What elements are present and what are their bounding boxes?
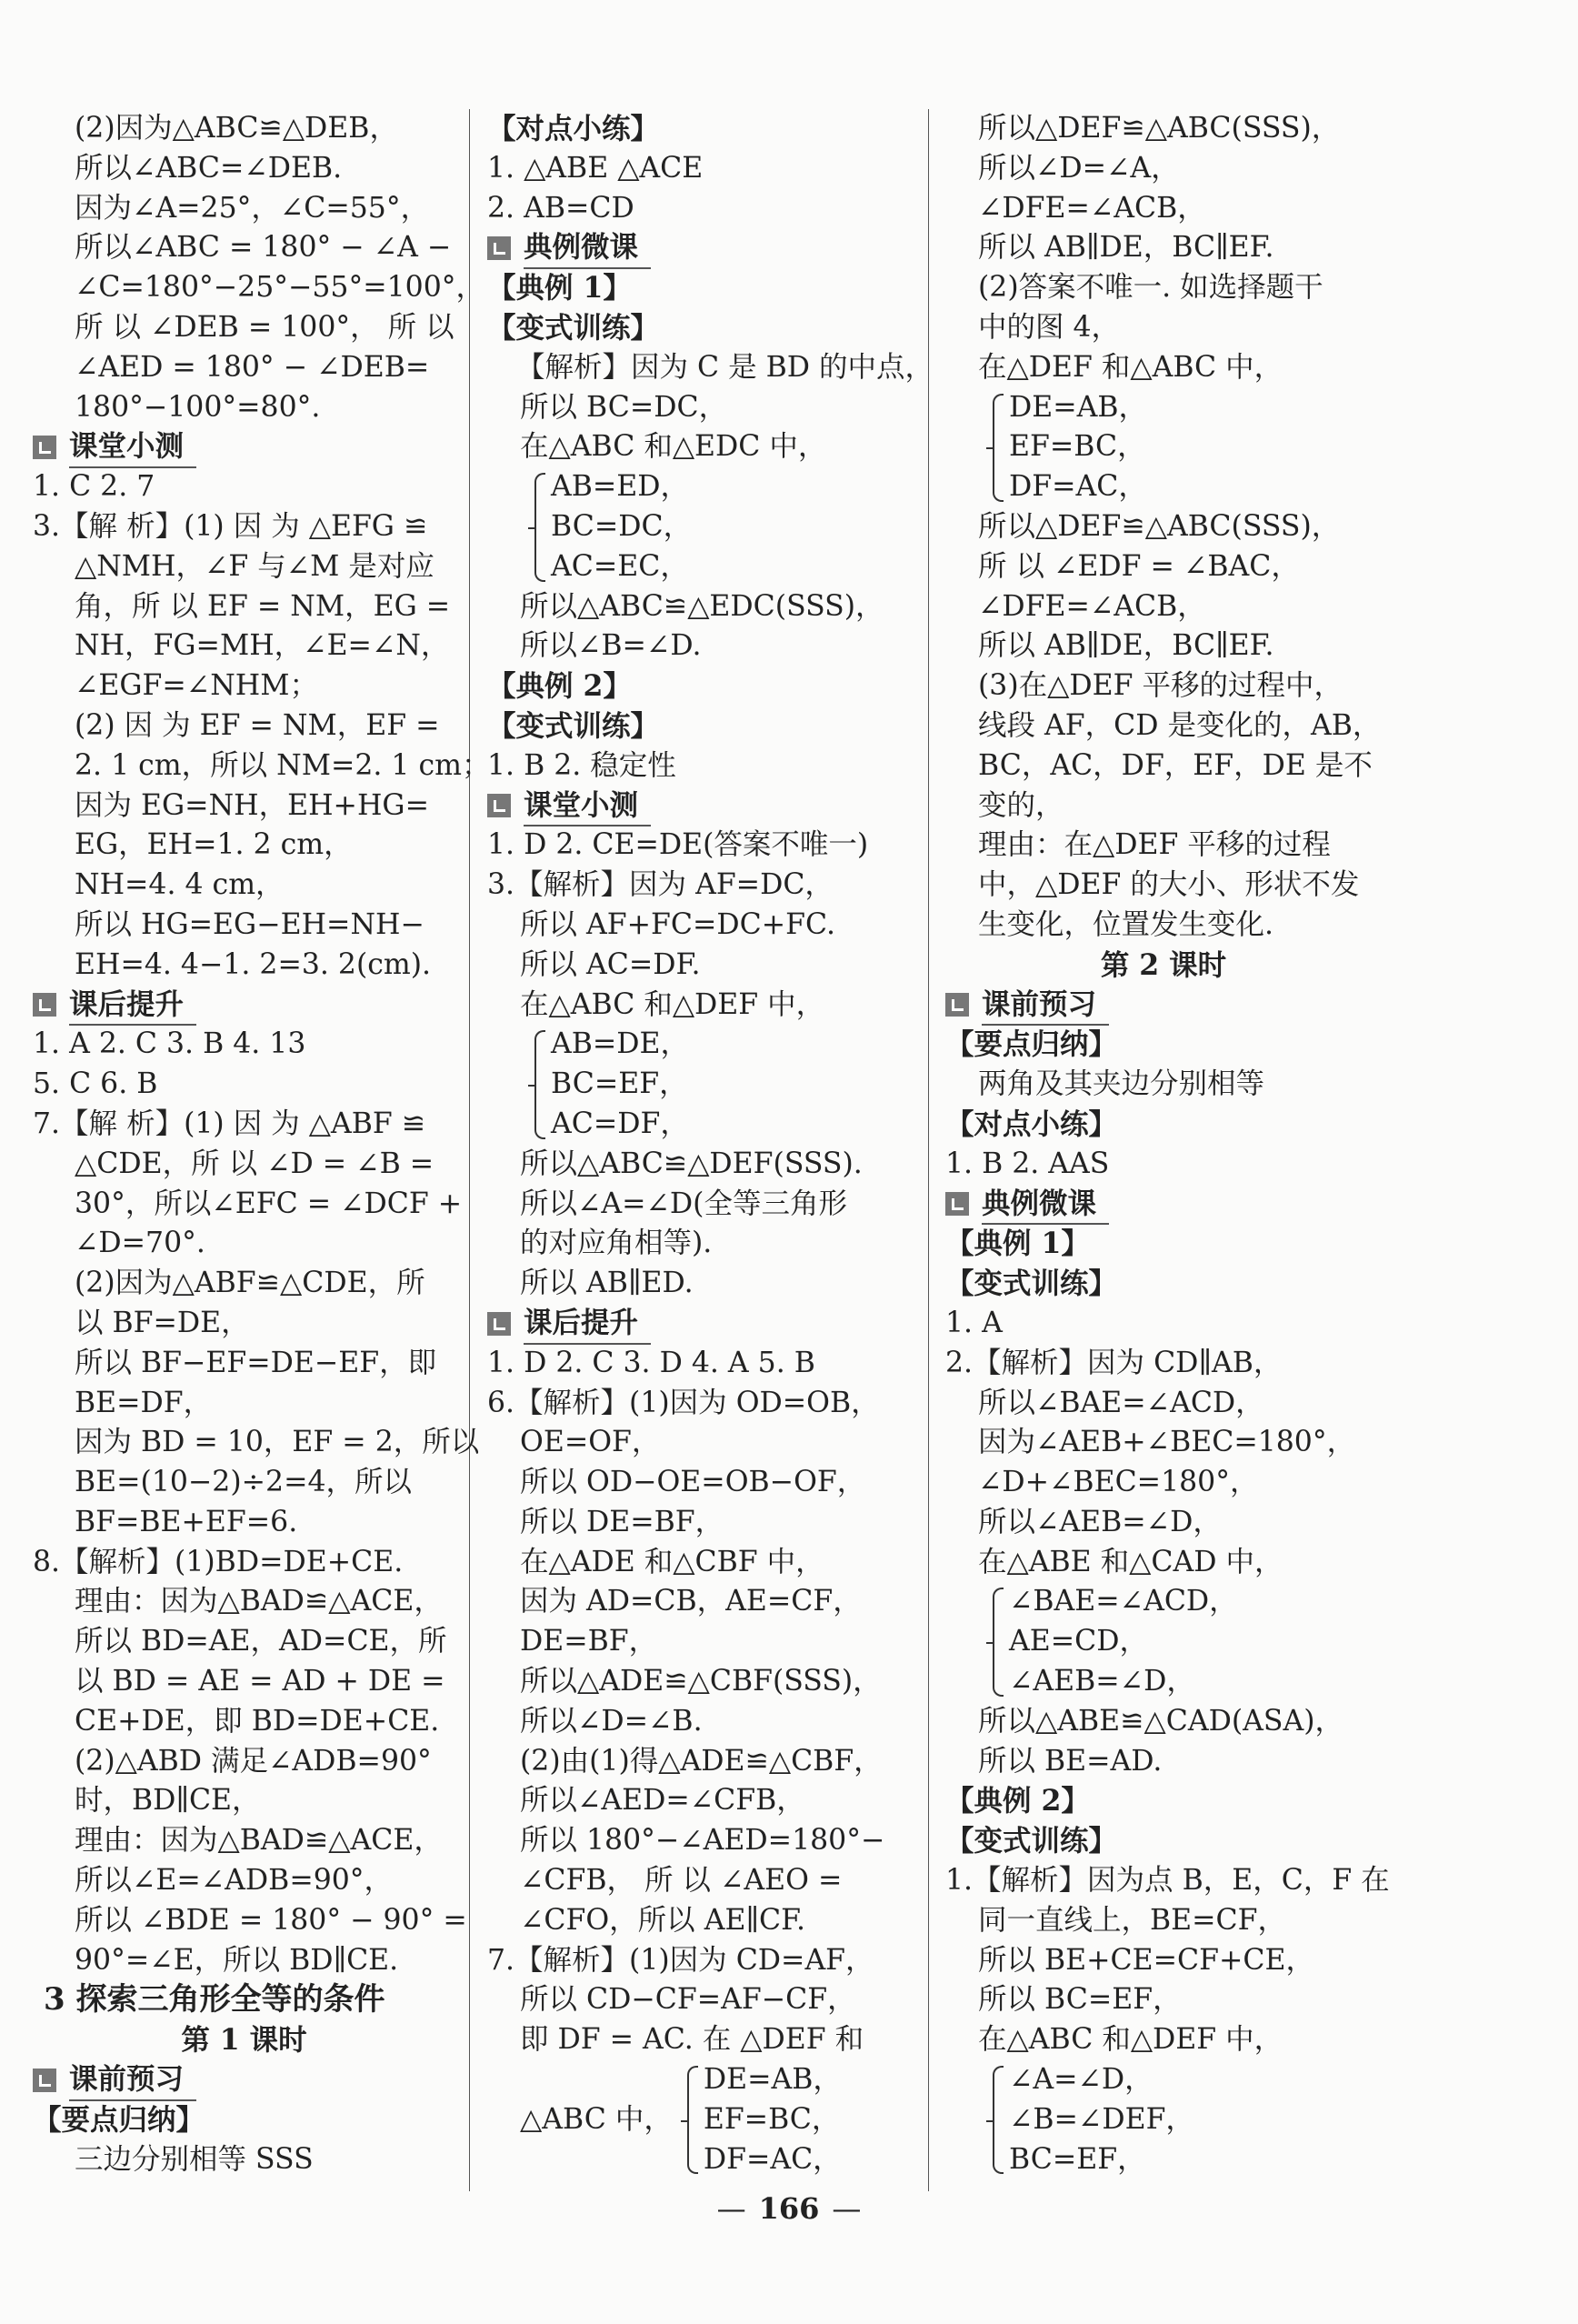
text-line: 以 BF=DE，: [75, 1306, 250, 1339]
text-line: 在△ABC 和△DEF 中，: [978, 2023, 1283, 2057]
equation: DE=AB，: [703, 2063, 842, 2097]
text-line: 所以△ADE≌△CBF(SSS)，: [520, 1665, 882, 1698]
equation-system: [945, 2060, 1382, 2179]
text-line: 在△ADE 和△CBF 中，: [520, 1545, 824, 1578]
column-divider-1: [469, 109, 470, 2191]
text-line: EH=4. 4−1. 2=3. 2(cm).: [75, 947, 432, 981]
brace-group: [989, 2060, 1382, 2179]
text-line: 所以 AB∥DE，BC∥EF.: [978, 629, 1274, 663]
equation: AC=EC，: [551, 549, 689, 583]
text-line: 所以 BF−EF=DE−EF，即: [75, 1346, 437, 1379]
section-icon: [33, 993, 56, 1017]
question-head: 8.【解析】(1)BD=DE+CE.: [33, 1545, 404, 1578]
equation: BC=DC，: [551, 509, 693, 543]
text-line: DE=BF，: [520, 1625, 658, 1658]
text-line: 【解析】因为 C 是 BD 的中点，: [516, 350, 934, 384]
text-line: ∠DFE=∠ACB，: [978, 191, 1206, 225]
text-line: △ABC 中，: [520, 2102, 673, 2136]
answer-line: 1. D 2. CE=DE(答案不唯一): [487, 828, 869, 862]
page-number-value: 166: [758, 2191, 820, 2226]
section-label: 课后提升: [69, 985, 196, 1027]
equation: DF=AC，: [1009, 470, 1147, 504]
equation: AC=DF，: [551, 1107, 689, 1140]
text-line: 生变化，位置发生变化.: [978, 907, 1274, 941]
subheading: 【典例 1】: [945, 1227, 1090, 1261]
equation-system: [487, 2060, 914, 2179]
section-kehou: [487, 1304, 914, 1344]
lesson-title: 第 2 课时: [1100, 947, 1227, 982]
subheading: 【对点小练】: [945, 1107, 1118, 1141]
text-line: 线段 AF，CD 是变化的，AB，: [978, 708, 1382, 742]
section-label: 课堂小测: [524, 786, 651, 827]
text-line: 变的，: [978, 788, 1064, 822]
equation-system: [487, 467, 914, 586]
equation: ∠BAE=∠ACD，: [1009, 1585, 1238, 1618]
text-line: 所以∠BAE=∠ACD，: [978, 1386, 1264, 1419]
answer-line: 1. B 2. 稳定性: [487, 748, 676, 782]
column-1: [33, 109, 491, 2191]
text-line: 所以△DEF≌△ABC(SSS)，: [978, 509, 1341, 543]
text-line: 所以 BE+CE=CF+CE，: [978, 1943, 1314, 1977]
text-line: NH=4. 4 cm，: [75, 868, 285, 902]
subheading: 【典例 2】: [487, 669, 632, 704]
text-line: 所以 BC=DC，: [520, 390, 728, 424]
answer-line: 1. △ABE △ACE: [487, 151, 704, 185]
section-label: 典例微课: [982, 1184, 1109, 1226]
text-line: ∠CFO，所以 AE∥CF.: [520, 1903, 806, 1937]
text-line: 所以△ABC≌△EDC(SSS)，: [520, 589, 884, 623]
text-line: 180°−100°=80°.: [75, 390, 321, 424]
text-line: △NMH，∠F 与∠M 是对应: [75, 549, 434, 583]
text-line: 所以 AC=DF.: [520, 947, 701, 981]
text-line: CE+DE，即 BD=DE+CE.: [75, 1704, 440, 1738]
column-2: [487, 109, 934, 2191]
equation: AB=ED，: [551, 470, 690, 504]
text-line: (3)在△DEF 平移的过程中，: [978, 669, 1343, 703]
text-line: 所以∠ABC = 180° − ∠A −: [75, 231, 452, 265]
text-line: (2)因为△ABC≌△DEB，: [75, 112, 398, 145]
text-line: (2)△ABD 满足∠ADB=90°: [75, 1744, 432, 1778]
text-line: (2)由(1)得△ADE≌△CBF，: [520, 1744, 883, 1778]
text-line: 以 BD = AE = AD + DE =: [75, 1665, 445, 1698]
section-label: 课前预习: [69, 2059, 196, 2101]
equation-system: [487, 1025, 914, 1144]
equation: BC=EF，: [551, 1067, 688, 1101]
text-line: 在△ABC 和△EDC 中，: [520, 430, 827, 464]
text-line: EG，EH=1. 2 cm，: [75, 828, 353, 862]
section-dianli: [945, 1185, 1382, 1225]
text-line: BE=DF，: [75, 1386, 213, 1419]
brace-group: [531, 467, 914, 586]
subheading: 【变式训练】: [945, 1267, 1118, 1301]
brace-group: [989, 1582, 1382, 1701]
text-line: 角，所 以 EF = NM，EG =: [75, 589, 451, 623]
section-ketang: [33, 427, 455, 467]
text-line: 因为∠A=25°，∠C=55°，: [75, 191, 430, 225]
text-line: 所以∠AEB=∠D，: [978, 1505, 1222, 1538]
text-line: 所以 AB∥ED.: [520, 1267, 694, 1300]
text-line: 理由：在△DEF 平移的过程: [978, 828, 1331, 862]
equation: DF=AC，: [703, 2142, 842, 2176]
equation: ∠A=∠D，: [1009, 2063, 1154, 2097]
question-head: 7.【解 析】(1) 因 为 △ABF ≌: [33, 1107, 426, 1140]
text-line: 所以∠B=∠D.: [520, 629, 702, 663]
text-line: 所以 DE=BF，: [520, 1505, 724, 1538]
text-line: 所以△ABE≌△CAD(ASA)，: [978, 1704, 1343, 1738]
section-keqian: [945, 986, 1382, 1026]
text-line: 时，BD∥CE，: [75, 1784, 261, 1818]
text-line: 所以 BC=EF，: [978, 1983, 1182, 2017]
question-head: 1.【解析】因为点 B，E，C，F 在: [945, 1864, 1390, 1898]
text-line: 因为 BD = 10，EF = 2，所以: [75, 1426, 480, 1459]
brace-group: [531, 1025, 914, 1144]
chapter-title: 3 探索三角形全等的条件: [44, 1981, 385, 2018]
text-line: 的对应角相等).: [520, 1227, 713, 1260]
section-icon: [33, 2069, 56, 2092]
text-line: 中的图 4，: [978, 310, 1121, 344]
section-icon: [945, 993, 969, 1017]
text-line: 所以△ABC≌△DEF(SSS).: [520, 1147, 863, 1180]
equation: EF=BC，: [703, 2102, 841, 2136]
brace-group: [989, 388, 1382, 507]
text-line: 所以 CD−CF=AF−CF，: [520, 1983, 856, 2017]
text-line: △CDE，所 以 ∠D = ∠B =: [75, 1147, 434, 1180]
column-3: [945, 109, 1390, 2191]
dash-right: —: [832, 2191, 862, 2226]
section-icon: [487, 1312, 511, 1336]
answer-line: 1. B 2. AAS: [945, 1147, 1110, 1180]
question-head: 2.【解析】因为 CD∥AB，: [945, 1346, 1283, 1379]
text-line: 2. 1 cm，所以 NM=2. 1 cm；: [75, 748, 491, 782]
equation: AB=DE，: [551, 1027, 690, 1061]
text-line: 在△ABE 和△CAD 中，: [978, 1545, 1283, 1578]
text-line: 所以 180°−∠AED=180°−: [520, 1824, 885, 1858]
answer-line: 两角及其夹边分别相等: [978, 1067, 1265, 1101]
subheading: 【要点归纳】: [33, 2102, 205, 2137]
text-line: NH，FG=MH，∠E=∠N，: [75, 629, 450, 663]
section-dianli: [487, 228, 914, 268]
text-line: 所以∠A=∠D(全等三角形: [520, 1187, 847, 1220]
section-kehou: [33, 986, 455, 1026]
text-line: 即 DF = AC. 在 △DEF 和: [520, 2023, 864, 2057]
subheading: 【对点小练】: [487, 112, 660, 145]
brace-group: [684, 2060, 842, 2179]
text-line: 30°，所以∠EFC = ∠DCF +: [75, 1187, 463, 1220]
text-line: 所以∠ABC=∠DEB.: [75, 151, 343, 185]
text-line: 同一直线上，BE=CF，: [978, 1903, 1286, 1937]
question-head: 3.【解析】因为 AF=DC，: [487, 868, 834, 902]
text-line: 因为 AD=CB，AE=CF，: [520, 1585, 862, 1618]
text-line: 所以 HG=EG−EH=NH−: [75, 907, 424, 941]
section-icon: [33, 436, 56, 459]
text-line: 理由：因为△BAD≌△ACE，: [75, 1824, 443, 1858]
equation: DE=AB，: [1009, 390, 1148, 424]
section-icon: [945, 1192, 969, 1216]
text-line: ∠D=70°.: [75, 1227, 205, 1260]
column-divider-2: [928, 109, 929, 2191]
text-line: ∠D+∠BEC=180°，: [978, 1466, 1259, 1499]
answer-line: 2. AB=CD: [487, 191, 634, 225]
text-line: BE=(10−2)÷2=4，所以: [75, 1466, 413, 1499]
answer-line: 1. A: [945, 1306, 1003, 1339]
subheading: 【变式训练】: [945, 1824, 1118, 1858]
text-line: BF=BE+EF=6.: [75, 1505, 298, 1538]
equation: EF=BC，: [1009, 430, 1146, 464]
text-line: 所以 AB∥DE，BC∥EF.: [978, 231, 1274, 265]
subheading: 【典例 2】: [945, 1784, 1090, 1818]
answer-line: 1. C 2. 7: [33, 470, 155, 504]
text-line: 所以∠D=∠A，: [978, 151, 1180, 185]
question-head: 3.【解 析】(1) 因 为 △EFG ≌: [33, 509, 428, 543]
text-line: (2)答案不唯一. 如选择题干: [978, 271, 1323, 305]
question-head: 6.【解析】(1)因为 OD=OB，: [487, 1386, 880, 1419]
section-label: 课堂小测: [69, 426, 196, 468]
text-line: ∠C=180°−25°−55°=100°，: [75, 271, 484, 305]
section-label: 课前预习: [982, 985, 1109, 1027]
text-line: 因为 EG=NH，EH+HG=: [75, 788, 429, 822]
section-icon: [487, 794, 511, 817]
subheading: 【典例 1】: [487, 271, 632, 306]
text-line: 所以 AF+FC=DC+FC.: [520, 907, 835, 941]
answer-line: 三边分别相等 SSS: [75, 2142, 314, 2176]
equation: ∠AEB=∠D，: [1009, 1665, 1195, 1698]
text-line: 所以∠AED=∠CFB，: [520, 1784, 805, 1818]
section-keqian: [33, 2060, 455, 2100]
subheading: 【要点归纳】: [945, 1027, 1118, 1062]
text-line: 所以 BE=AD.: [978, 1744, 1163, 1778]
text-line: (2)因为△ABF≌△CDE，所: [75, 1267, 425, 1300]
lesson-title: 第 1 课时: [181, 2023, 307, 2058]
section-ketang: [487, 786, 914, 826]
text-line: 所以 ∠BDE = 180° − 90° =: [75, 1903, 467, 1937]
text-line: 因为∠AEB+∠BEC=180°，: [978, 1426, 1356, 1459]
section-icon: [487, 236, 511, 260]
text-line: BC，AC，DF，EF，DE 是不: [978, 748, 1373, 782]
text-line: 所以∠D=∠B.: [520, 1704, 703, 1738]
subheading: 【变式训练】: [487, 708, 660, 743]
section-label: 课后提升: [524, 1303, 651, 1345]
question-head: 7.【解析】(1)因为 CD=AF，: [487, 1943, 874, 1977]
text-line: ∠DFE=∠ACB，: [978, 589, 1206, 623]
text-line: 所以△DEF≌△ABC(SSS)，: [978, 112, 1341, 145]
text-line: 理由：因为△BAD≌△ACE，: [75, 1585, 443, 1618]
text-line: (2) 因 为 EF = NM，EF =: [75, 708, 440, 742]
section-label: 典例微课: [524, 227, 651, 269]
equation-system: [945, 388, 1382, 507]
page-number: [0, 2191, 1578, 2226]
text-line: 在△ABC 和△DEF 中，: [520, 987, 825, 1021]
text-line: 所以 BD=AE，AD=CE，所: [75, 1625, 447, 1658]
block1: [33, 109, 484, 427]
text-line: 所 以 ∠DEB = 100°， 所 以: [75, 310, 454, 344]
text-line: ∠EGF=∠NHM；: [75, 669, 318, 703]
equation-system: [945, 1582, 1382, 1701]
answer-line: 1. A 2. C 3. B 4. 13: [33, 1027, 306, 1061]
text-line: 90°=∠E，所以 BD∥CE.: [75, 1943, 399, 1977]
equation: ∠B=∠DEF，: [1009, 2102, 1194, 2136]
text-line: 所以∠E=∠ADB=90°，: [75, 1864, 394, 1898]
dash-left: —: [716, 2191, 746, 2226]
text-line: 所 以 ∠EDF = ∠BAC，: [978, 549, 1300, 583]
equation: AE=CD，: [1009, 1625, 1148, 1658]
text-line: 所以 OD−OE=OB−OF，: [520, 1466, 866, 1499]
subheading: 【变式训练】: [487, 310, 660, 345]
equation: BC=EF，: [1009, 2142, 1146, 2176]
text-line: 在△DEF 和△ABC 中，: [978, 350, 1283, 384]
answer-line: 1. D 2. C 3. D 4. A 5. B: [487, 1346, 815, 1379]
text-line: ∠AED = 180° − ∠DEB=: [75, 350, 430, 384]
answer-line: 5. C 6. B: [33, 1067, 158, 1101]
text-line: ∠CFB， 所 以 ∠AEO =: [520, 1864, 843, 1898]
text-line: OE=OF，: [520, 1426, 661, 1459]
text-line: 中，△DEF 的大小、形状不发: [978, 868, 1360, 902]
